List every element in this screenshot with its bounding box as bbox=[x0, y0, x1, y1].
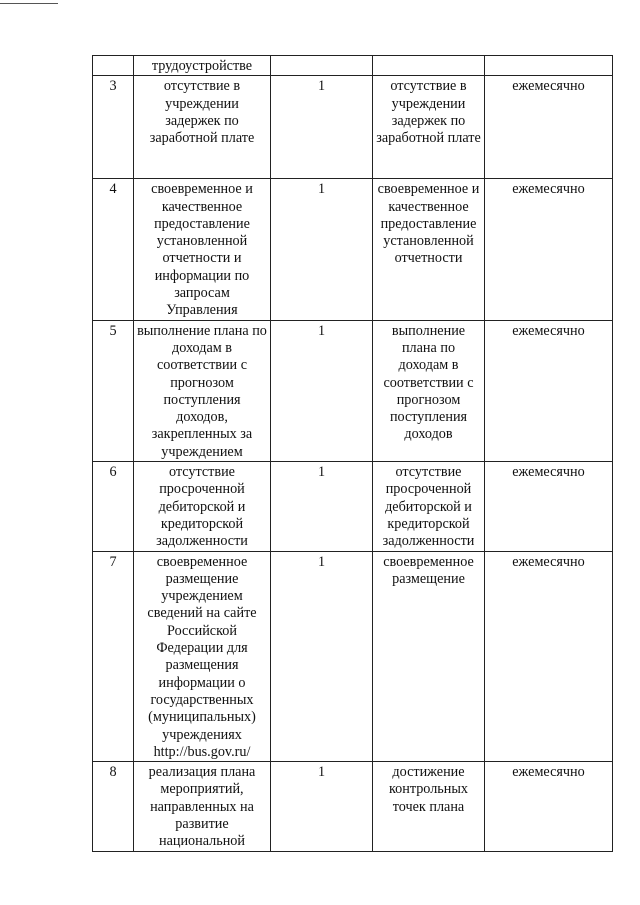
period-cell: ежемесячно bbox=[485, 76, 613, 179]
table-row bbox=[93, 56, 613, 76]
scan-edge-mark bbox=[0, 3, 58, 4]
row-number: 4 bbox=[93, 179, 134, 320]
indicator-cell: выполнение плана по доходам в соответствии с прогнозом поступления доходов bbox=[373, 320, 485, 461]
value-cell: 1 bbox=[271, 179, 373, 320]
value-cell: 1 bbox=[271, 551, 373, 762]
table-row bbox=[93, 762, 613, 852]
indicator-cell: отсутствие просроченной дебиторской и кредиторской задолженности bbox=[373, 462, 485, 551]
period-cell: ежемесячно bbox=[485, 462, 613, 551]
table-row bbox=[93, 76, 613, 179]
criterion-cell: своевременное размещение учреждением сведений на сайте Российской Федерации для размещения информации о государственных (муниципальных) учреждениях http://bus.gov.ru/ bbox=[134, 551, 271, 762]
row-number: 6 bbox=[93, 462, 134, 551]
table-row bbox=[93, 551, 613, 762]
value-cell: 1 bbox=[271, 76, 373, 179]
row-number: 5 bbox=[93, 320, 134, 461]
row-number bbox=[93, 56, 134, 76]
criterion-cell: отсутствие в учреждении задержек по заработной плате bbox=[134, 76, 271, 179]
row-number: 7 bbox=[93, 551, 134, 762]
indicator-cell: своевременное размещение bbox=[373, 551, 485, 762]
period-cell: ежемесячно bbox=[485, 320, 613, 461]
criterion-cell: реализация плана мероприятий, направленных на развитие национальной bbox=[134, 762, 271, 852]
indicator-cell: своевременное и качественное предоставление установленной отчетности bbox=[373, 179, 485, 320]
criterion-cell: выполнение плана по доходам в соответствии с прогнозом поступления доходов, закрепленных за учреждением bbox=[134, 320, 271, 461]
value-cell: 1 bbox=[271, 762, 373, 852]
table-row bbox=[93, 462, 613, 551]
period-cell: ежемесячно bbox=[485, 551, 613, 762]
row-number: 8 bbox=[93, 762, 134, 852]
criterion-cell: отсутствие просроченной дебиторской и кредиторской задолженности bbox=[134, 462, 271, 551]
value-cell: 1 bbox=[271, 320, 373, 461]
table-row bbox=[93, 320, 613, 461]
indicator-cell: достижение контрольных точек плана bbox=[373, 762, 485, 852]
period-cell: ежемесячно bbox=[485, 179, 613, 320]
value-cell bbox=[271, 56, 373, 76]
criteria-table bbox=[92, 55, 613, 852]
value-cell: 1 bbox=[271, 462, 373, 551]
row-number: 3 bbox=[93, 76, 134, 179]
period-cell: ежемесячно bbox=[485, 762, 613, 852]
indicator-cell bbox=[373, 56, 485, 76]
criterion-cell: трудоустройстве bbox=[134, 56, 271, 76]
indicator-cell: отсутствие в учреждении задержек по заработной плате bbox=[373, 76, 485, 179]
criterion-cell: своевременное и качественное предоставление установленной отчетности и информации по запросам Управления bbox=[134, 179, 271, 320]
table-row bbox=[93, 179, 613, 320]
period-cell bbox=[485, 56, 613, 76]
